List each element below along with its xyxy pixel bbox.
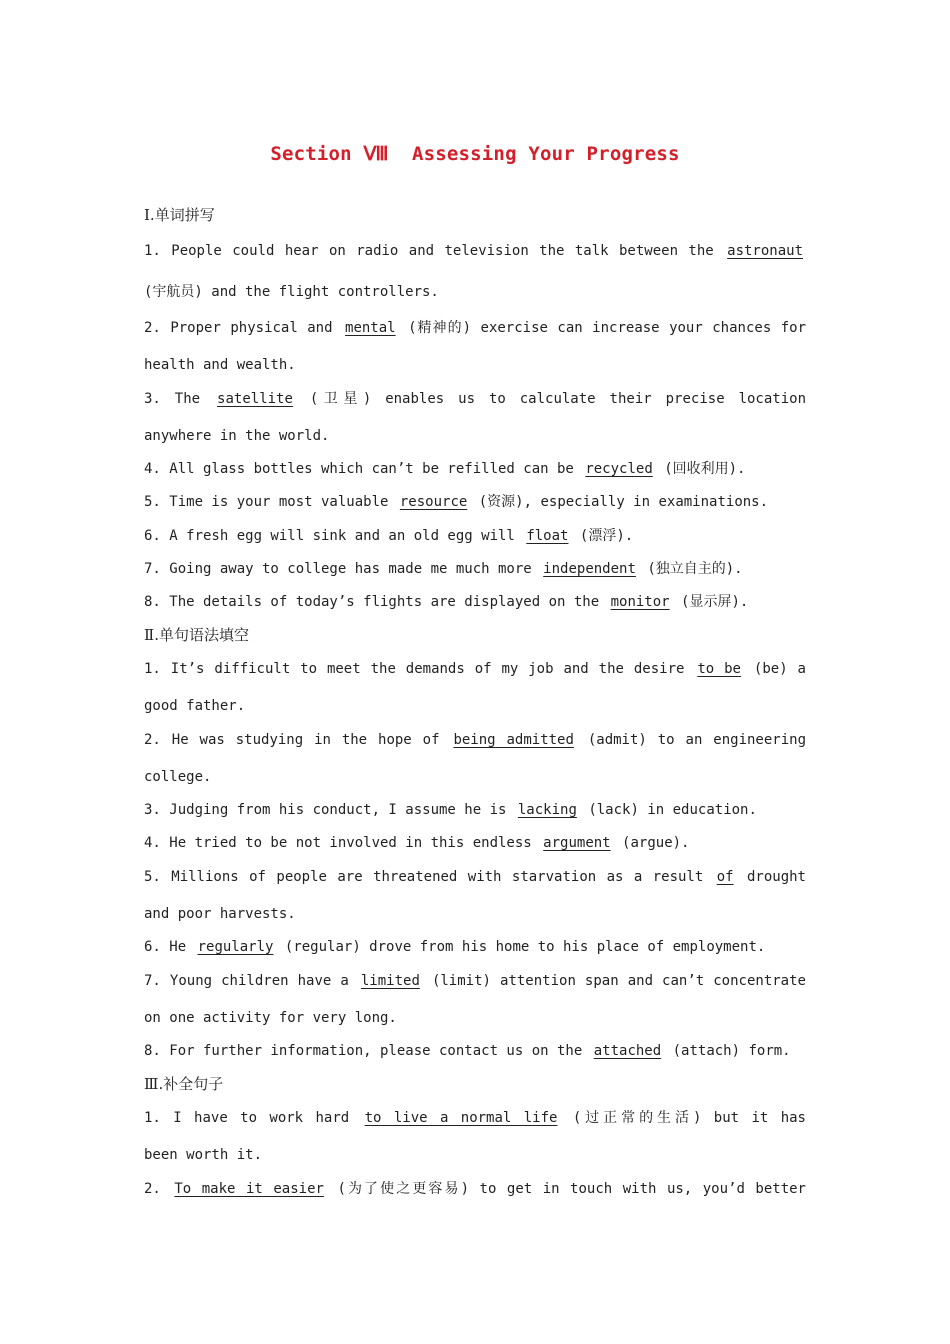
question-line: health and wealth. — [144, 357, 296, 373]
question-text: (独立自主的). — [647, 561, 743, 577]
question-text: 2. — [144, 1181, 161, 1197]
answer-blank[interactable]: of — [716, 869, 734, 885]
question-text: (卫星) enables us to calculate their precise location — [309, 391, 806, 407]
answer-blank[interactable]: argument — [543, 835, 611, 851]
question-line — [144, 526, 806, 546]
question-line: and poor harvests. — [144, 906, 296, 922]
question-line: good father. — [144, 698, 246, 714]
question-line — [144, 389, 806, 409]
question-text: (be) a — [753, 661, 806, 677]
question-line — [144, 1041, 806, 1061]
question-text: drought — [746, 869, 806, 885]
question-text: 1. I have to work hard — [144, 1110, 350, 1126]
answer-blank[interactable]: to live a normal life — [364, 1110, 558, 1126]
question-text: (精神的) exercise can increase your chances for — [408, 320, 806, 336]
answer-blank[interactable]: recycled — [585, 461, 653, 477]
answer-blank[interactable]: satellite — [217, 391, 293, 407]
answer-blank[interactable]: To make it easier — [174, 1181, 324, 1197]
question-line — [144, 867, 806, 887]
question-text: (回收利用). — [664, 461, 746, 477]
answer-blank[interactable]: mental — [345, 320, 396, 336]
question-line — [144, 1108, 806, 1128]
question-text: (attach) form. — [672, 1043, 791, 1059]
question-text: 4. He tried to be not involved in this endless — [144, 835, 532, 851]
answer-blank[interactable]: monitor — [610, 594, 670, 610]
question-line — [144, 971, 806, 991]
answer-blank[interactable]: lacking — [517, 802, 577, 818]
question-text: 2. He was studying in the hope of — [144, 732, 440, 748]
question-line — [144, 730, 806, 750]
question-text: 5. Time is your most valuable — [144, 494, 389, 510]
question-text: 4. All glass bottles which can’t be refilled can be — [144, 461, 574, 477]
question-line — [144, 659, 806, 679]
question-text: (漂浮). — [579, 528, 634, 544]
question-text: (lack) in education. — [588, 802, 757, 818]
section-heading: Ⅲ.补全句子 — [144, 1075, 224, 1093]
question-text: (资源), especially in examinations. — [478, 494, 769, 510]
question-line: been worth it. — [144, 1147, 263, 1163]
question-line: on one activity for very long. — [144, 1010, 397, 1026]
section-heading: Ⅱ.单句语法填空 — [144, 626, 249, 644]
question-text: 7. Young children have a — [144, 973, 349, 989]
question-line: (宇航员) and the flight controllers. — [144, 284, 439, 300]
question-line — [144, 800, 806, 820]
answer-blank[interactable]: independent — [543, 561, 636, 577]
question-text: 3. Judging from his conduct, I assume he is — [144, 802, 507, 818]
question-text: 5. Millions of people are threatened with starvation as a result — [144, 869, 704, 885]
question-line — [144, 241, 806, 261]
answer-blank[interactable]: float — [526, 528, 569, 544]
question-line: college. — [144, 769, 212, 785]
question-text: (regular) drove from his home to his place of employment. — [284, 939, 766, 955]
question-text: 1. People could hear on radio and television the talk between the — [144, 243, 714, 259]
answer-blank[interactable]: limited — [360, 973, 420, 989]
question-line — [144, 1179, 806, 1199]
question-line — [144, 833, 806, 853]
question-line — [144, 492, 806, 512]
section-title: Section Ⅷ Assessing Your Progress — [270, 143, 680, 165]
question-text: (过正常的生活) but it has — [572, 1110, 806, 1126]
question-text: 7. Going away to college has made me much more — [144, 561, 532, 577]
question-text: 8. The details of today’s flights are displayed on the — [144, 594, 600, 610]
answer-blank[interactable]: astronaut — [727, 243, 803, 259]
question-text: (为了使之更容易) to get in touch with us, you’d better — [337, 1181, 806, 1197]
question-line — [144, 937, 806, 957]
answer-blank[interactable]: regularly — [197, 939, 274, 955]
answer-blank[interactable]: being admitted — [453, 732, 574, 748]
question-text: 3. The — [144, 391, 201, 407]
question-text: 2. Proper physical and — [144, 320, 333, 336]
answer-blank[interactable]: to be — [697, 661, 741, 677]
question-text: (显示屏). — [681, 594, 749, 610]
question-line — [144, 318, 806, 338]
question-text: 1. It’s difficult to meet the demands of my job and the desire — [144, 661, 685, 677]
question-line — [144, 559, 806, 579]
question-line — [144, 592, 806, 612]
question-text: (admit) to an engineering — [587, 732, 807, 748]
question-line — [144, 459, 806, 479]
question-line: anywhere in the world. — [144, 428, 330, 444]
answer-blank[interactable]: attached — [593, 1043, 662, 1059]
question-text: (limit) attention span and can’t concentrate — [431, 973, 806, 989]
question-text: 6. A fresh egg will sink and an old egg will — [144, 528, 515, 544]
question-text: 8. For further information, please contact us on the — [144, 1043, 583, 1059]
answer-blank[interactable]: resource — [399, 494, 468, 510]
section-heading: Ⅰ.单词拼写 — [144, 206, 215, 224]
question-text: (argue). — [622, 835, 690, 851]
question-text: 6. He — [144, 939, 187, 955]
